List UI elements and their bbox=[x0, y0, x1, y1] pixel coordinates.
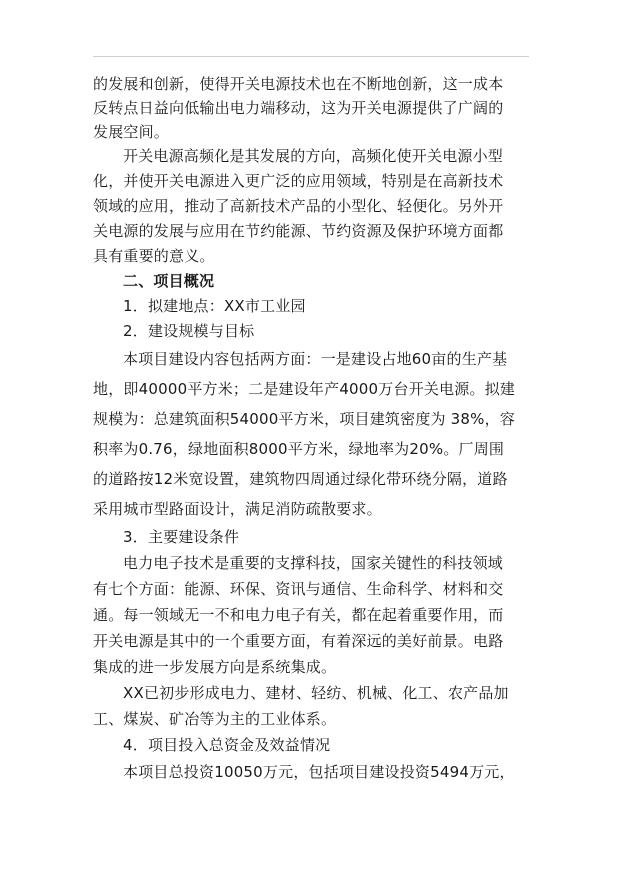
paragraph-scale bbox=[93, 344, 529, 524]
item-scale-heading: 2．建设规模与目标 bbox=[123, 322, 255, 340]
item-investment-heading: 4．项目投入总资金及效益情况 bbox=[123, 736, 331, 754]
text-line: 集成的进一步发展方向是系统集成。 bbox=[93, 658, 337, 676]
document-body bbox=[93, 72, 529, 787]
text-line: 地，即40000平方米；二是建设年产4000万台开关电源。拟建 bbox=[93, 380, 516, 398]
text-line: 具有重要的意义。 bbox=[93, 247, 215, 265]
text-line: 开关电源高频化是其发展的方向，高频化使开关电源小型 bbox=[123, 147, 504, 165]
text-line: 积率为0.76，绿地面积8000平方米，绿地率为20%。厂周围 bbox=[93, 440, 505, 458]
text-line: 通。每一领域无一不和电力电子有关，都在起着重要作用，而 bbox=[93, 606, 504, 624]
text-line: 关电源的发展与应用在节约能源、节约资源及保护环境方面都 bbox=[93, 222, 504, 240]
text-line: 工、煤炭、矿冶等为主的工业体系。 bbox=[93, 710, 337, 728]
text-line: 反转点日益向低输出电力端移动，这为开关电源提供了广阔的 bbox=[93, 99, 504, 117]
header-rule bbox=[93, 56, 529, 57]
text-line: 电力电子技术是重要的支撑科技，国家关键性的科技领域 bbox=[123, 554, 504, 572]
section-heading: 二、项目概况 bbox=[123, 272, 215, 290]
text-line: 领域的应用，推动了高新技术产品的小型化、轻便化。另外开 bbox=[93, 197, 504, 215]
paragraph-conditions bbox=[93, 524, 529, 758]
text-line: 规模为：总建筑面积54000平方米，项目建筑密度为 38%，容 bbox=[93, 410, 516, 428]
text-line: 的发展和创新，使得开关电源技术也在不断地创新，这一成本 bbox=[93, 75, 504, 93]
text-line: 本项目总投资10050万元，包括项目建设投资5494万元， bbox=[123, 763, 515, 781]
text-line: 采用城市型路面设计，满足消防疏散要求。 bbox=[93, 500, 382, 518]
text-line: 化，并使开关电源进入更广泛的应用领域，特别是在高新技术 bbox=[93, 172, 504, 190]
text-line: 本项目建设内容包括两方面：一是建设占地60亩的生产基 bbox=[123, 350, 508, 368]
paragraph-continuation bbox=[93, 72, 529, 144]
text-line: 有七个方面：能源、环保、资讯与通信、生命科学、材料和交 bbox=[93, 580, 504, 598]
paragraph-high-frequency bbox=[93, 144, 529, 344]
text-line: 的道路按12米宽设置，建筑物四周通过绿化带环绕分隔，道路 bbox=[93, 470, 508, 488]
text-line: 发展空间。 bbox=[93, 123, 170, 141]
item-location: 1．拟建地点：XX市工业园 bbox=[123, 297, 306, 315]
text-line: XX已初步形成电力、建材、轻纺、机械、化工、农产品加 bbox=[123, 684, 509, 702]
item-conditions-heading: 3．主要建设条件 bbox=[123, 528, 240, 546]
text-line: 开关电源是其中的一个重要方面，有着深远的美好前景。电路 bbox=[93, 632, 504, 650]
paragraph-investment bbox=[93, 758, 529, 787]
